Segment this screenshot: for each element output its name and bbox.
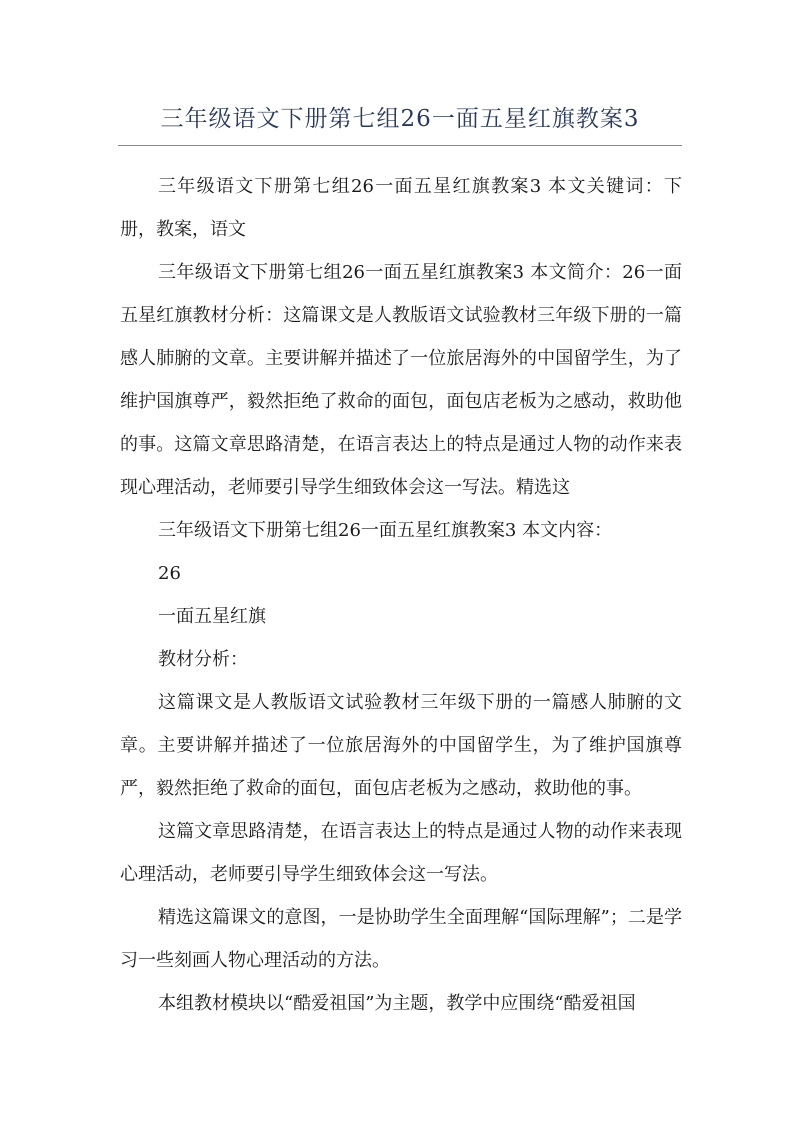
- document-body: [120, 165, 682, 1025]
- paragraph-keywords: 三年级语文下册第七组26一面五星红旗教案3 本文关键词：下册，教案，语文: [120, 176, 682, 240]
- paragraph-intent: 精选这篇课文的意图，一是协助学生全面理解“国际理解”；二是学习一些刻画人物心理活动的方法。: [120, 907, 682, 971]
- document-title: 三年级语文下册第七组26一面五星红旗教案3: [160, 106, 640, 132]
- paragraph-analysis-2: 这篇文章思路清楚，在语言表达上的特点是通过人物的动作来表现心理活动，老师要引导学生细致体会这一写法。: [120, 821, 682, 885]
- paragraph-analysis-1: 这篇课文是人教版语文试验教材三年级下册的一篇感人肺腑的文章。主要讲解并描述了一位旅居海外的中国留学生，为了维护国旗尊严，毅然拒绝了救命的面包，面包店老板为之感动，救助他的事。: [120, 692, 682, 799]
- paragraph-lesson-number: 26: [158, 563, 181, 584]
- paragraph-theme: 本组教材模块以“酷爱祖国”为主题，教学中应围绕“酷爱祖国: [158, 993, 636, 1014]
- paragraph-analysis-heading: 教材分析：: [158, 649, 248, 670]
- paragraph-lesson-title: 一面五星红旗: [158, 606, 266, 627]
- paragraph-summary: 三年级语文下册第七组26一面五星红旗教案3 本文简介：26一面五星红旗教材分析：这篇课文是人教版语文试验教材三年级下册的一篇感人肺腑的文章。主要讲解并描述了一位旅居海外的中国留学生，为了维护国旗尊严，毅然拒绝了救命的面包，面包店老板为之感动，救助他的事。这篇文章思路清楚，在语言表达上的特点是通过人物的动作来表现心理活动，老师要引导学生细致体会这一写法。精选这: [120, 262, 682, 498]
- title-underline: [118, 145, 682, 146]
- paragraph-content-heading: 三年级语文下册第七组26一面五星红旗教案3 本文内容：: [158, 520, 613, 541]
